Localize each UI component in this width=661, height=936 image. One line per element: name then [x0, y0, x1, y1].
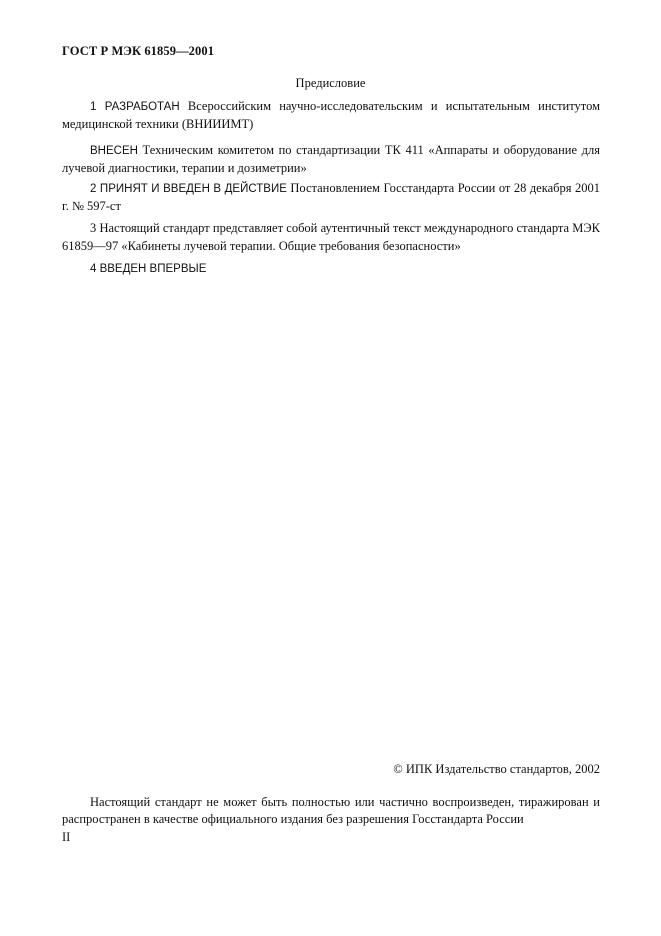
copyright-notice: © ИПК Издательство стандартов, 2002: [393, 762, 600, 776]
paragraph-submitted: [62, 142, 600, 177]
paragraph-lead: ВНЕСЕН: [90, 145, 138, 157]
section-title: Предисловие: [295, 76, 366, 90]
document-header: ГОСТ Р МЭК 61859—2001: [62, 44, 215, 58]
paragraph-standard-text: [62, 220, 600, 255]
paragraph-first-introduced: [62, 260, 600, 278]
paragraph-text: Постановлением Госстандарта России от 28 декабря 2001 г. № 597-ст: [62, 181, 600, 213]
paragraph-text: Техническим комитетом по стандартизации ТК 411 «Аппараты и оборудование для лучевой диагностики, терапии и дозиметрии»: [62, 143, 600, 175]
paragraph-lead: 2 ПРИНЯТ И ВВЕДЕН В ДЕЙСТВИЕ: [90, 183, 287, 195]
paragraph-lead: 1 РАЗРАБОТАН: [90, 101, 180, 113]
reproduction-notice: Настоящий стандарт не может быть полностью или частично воспроизведен, тиражирован и распространен в качестве официального издания без разрешения Госстандарта России: [62, 795, 600, 826]
paragraph-developed: [62, 98, 600, 133]
paragraph-text: 3 Настоящий стандарт представляет собой аутентичный текст международного стандарта МЭК 61859—97 «Кабинеты лучевой терапии. Общие требования безопасности»: [62, 221, 600, 253]
paragraph-adopted: [62, 180, 600, 215]
paragraph-text: Всероссийским научно-исследовательским и испытательным институтом медицинской техники (ВНИИИМТ): [62, 99, 600, 131]
paragraph-lead: 4 ВВЕДЕН ВПЕРВЫЕ: [90, 263, 207, 275]
page-number: II: [62, 830, 71, 844]
